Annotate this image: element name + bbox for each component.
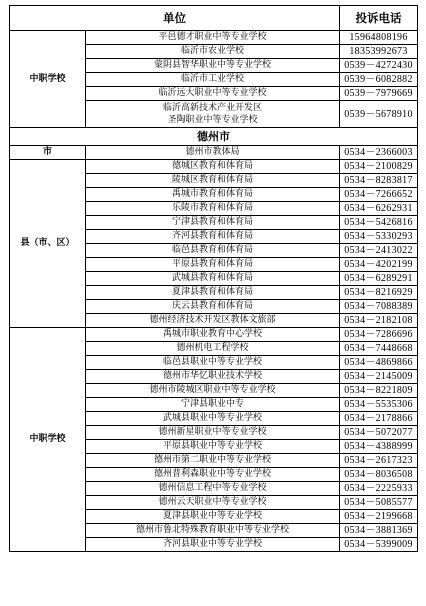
phone-cell: 0534－8036508 — [340, 468, 418, 482]
unit-name-cell: 德州经济技术开发区教体文旅部 — [86, 314, 340, 328]
phone-cell: 0534－4202199 — [340, 258, 418, 272]
unit-name-cell: 德州普利森职业中等专业学校 — [86, 468, 340, 482]
phone-cell: 0534－6262931 — [340, 202, 418, 216]
phone-cell: 0534－2145009 — [340, 370, 418, 384]
unit-name-cell: 德州市教体局 — [86, 146, 340, 160]
table-row — [10, 31, 418, 45]
phone-cell: 15964808196 — [340, 31, 418, 45]
unit-name-cell: 临沂远大职业中等专业学校 — [86, 87, 340, 101]
unit-name-cell: 德州市第二职业中等专业学校 — [86, 454, 340, 468]
unit-name-cell: 临邑县教育和体育局 — [86, 244, 340, 258]
phone-cell: 0534－6289291 — [340, 272, 418, 286]
unit-name-cell: 夏津县教育和体育局 — [86, 286, 340, 300]
unit-name-cell: 德州云天职业中等专业学校 — [86, 496, 340, 510]
unit-name-cell: 德州新星职业中等专业学校 — [86, 426, 340, 440]
phone-cell: 0539－6082882 — [340, 73, 418, 87]
city-section-title: 德州市 — [10, 128, 418, 146]
unit-name-cell: 平原县职业中等专业学校 — [86, 440, 340, 454]
unit-name-cell: 德州市鲁北特殊教育职业中等专业学校 — [86, 524, 340, 538]
unit-name-cell: 禹城市职业教育中心学校 — [86, 328, 340, 342]
header-phone: 投诉电话 — [340, 6, 418, 31]
phone-cell: 0534－5330293 — [340, 230, 418, 244]
phone-cell: 0534－4869866 — [340, 356, 418, 370]
phone-cell: 0534－5535306 — [340, 398, 418, 412]
unit-name-cell: 齐河县职业中等专业学校 — [86, 538, 340, 552]
phone-cell: 0534－2225933 — [340, 482, 418, 496]
unit-name-cell: 德州市华忆职业技术学校 — [86, 370, 340, 384]
unit-name-cell: 德州机电工程学校 — [86, 342, 340, 356]
unit-name-cell: 平原县教育和体育局 — [86, 258, 340, 272]
unit-name-cell: 德城区教育和体育局 — [86, 160, 340, 174]
phone-cell: 0534－2366003 — [340, 146, 418, 160]
contact-table-page — [9, 5, 417, 552]
header-unit: 单位 — [10, 6, 340, 31]
phone-cell: 0534－8216929 — [340, 286, 418, 300]
table-row — [10, 146, 418, 160]
unit-name-cell: 禹城市教育和体育局 — [86, 188, 340, 202]
phone-cell: 0534－5072077 — [340, 426, 418, 440]
phone-cell: 0534－8283817 — [340, 174, 418, 188]
unit-name-cell: 齐河县教育和体育局 — [86, 230, 340, 244]
category-cell: 中职学校 — [10, 328, 86, 552]
phone-cell: 0534－5085577 — [340, 496, 418, 510]
unit-name-cell: 夏津县职业中等专业学校 — [86, 510, 340, 524]
unit-name-cell: 陵城区教育和体育局 — [86, 174, 340, 188]
unit-name-cell: 蒙阴县智华职业中等专业学校 — [86, 59, 340, 73]
phone-cell: 0534－5426816 — [340, 216, 418, 230]
phone-cell: 0539－7979669 — [340, 87, 418, 101]
table-row — [10, 328, 418, 342]
unit-name-cell: 武城县教育和体育局 — [86, 272, 340, 286]
city-section-row — [10, 128, 418, 146]
phone-cell: 0534－2182108 — [340, 314, 418, 328]
table-row — [10, 160, 418, 174]
phone-cell: 0539－4272430 — [340, 59, 418, 73]
complaint-contact-table — [9, 5, 418, 552]
phone-cell: 0534－7266652 — [340, 188, 418, 202]
unit-name-cell: 德州信息工程中等专业学校 — [86, 482, 340, 496]
unit-name-cell: 临沂高新技术产业开发区 圣陶职业中等专业学校 — [86, 101, 340, 128]
phone-cell: 18353992673 — [340, 45, 418, 59]
unit-name-cell: 庆云县教育和体育局 — [86, 300, 340, 314]
category-cell: 县（市、区） — [10, 160, 86, 328]
phone-cell: 0539－5678910 — [340, 101, 418, 128]
phone-cell: 0534－7448668 — [340, 342, 418, 356]
unit-name-cell: 武城县职业中等专业学校 — [86, 412, 340, 426]
phone-cell: 0534－8221809 — [340, 384, 418, 398]
phone-cell: 0534－2617323 — [340, 454, 418, 468]
table-header-row — [10, 6, 418, 31]
phone-cell: 0534－2199668 — [340, 510, 418, 524]
phone-cell: 0534－2178866 — [340, 412, 418, 426]
category-cell: 中职学校 — [10, 31, 86, 128]
unit-name-cell: 宁津县教育和体育局 — [86, 216, 340, 230]
phone-cell: 0534－7286696 — [340, 328, 418, 342]
unit-name-cell: 德州市陵城区职业中等专业学校 — [86, 384, 340, 398]
phone-cell: 0534－5399009 — [340, 538, 418, 552]
unit-name-cell: 临邑县职业中等专业学校 — [86, 356, 340, 370]
unit-name-cell: 宁津县职业中专 — [86, 398, 340, 412]
phone-cell: 0534－7088389 — [340, 300, 418, 314]
category-cell: 市 — [10, 146, 86, 160]
phone-cell: 0534－4388999 — [340, 440, 418, 454]
unit-name-cell: 乐陵市教育和体育局 — [86, 202, 340, 216]
table-body — [10, 31, 418, 552]
phone-cell: 0534－3881369 — [340, 524, 418, 538]
phone-cell: 0534－2100829 — [340, 160, 418, 174]
unit-name-cell: 临沂市工业学校 — [86, 73, 340, 87]
phone-cell: 0534－2413022 — [340, 244, 418, 258]
unit-name-cell: 临沂市农业学校 — [86, 45, 340, 59]
unit-name-cell: 平邑德才职业中等专业学校 — [86, 31, 340, 45]
